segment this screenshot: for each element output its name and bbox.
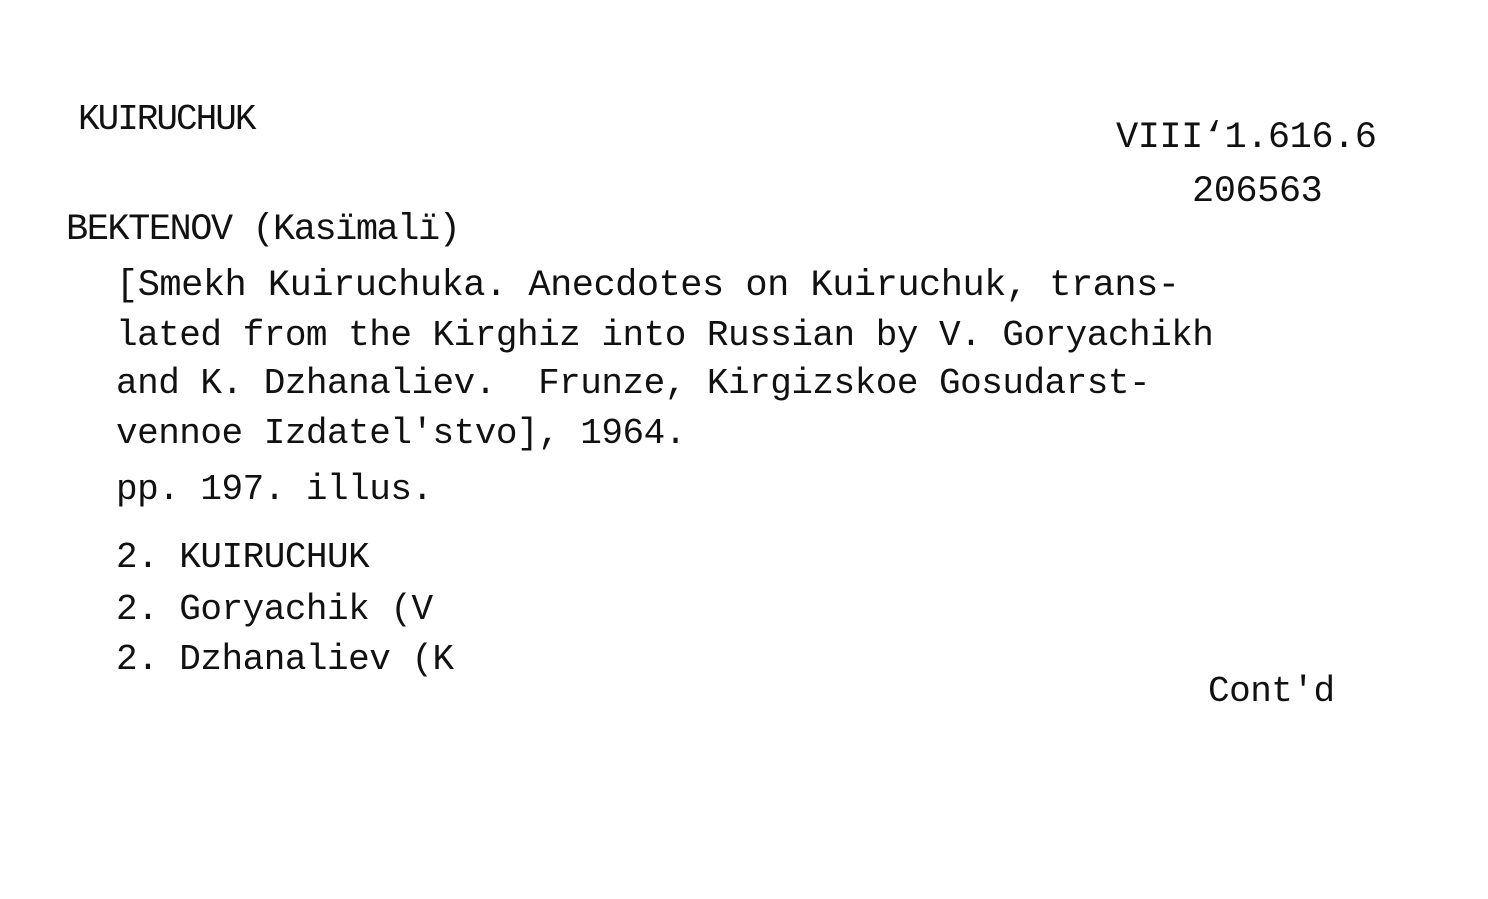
title-line: lated from the Kirghiz into Russian by V. Goryachikh (116, 315, 1214, 356)
imprint-line: and K. Dzhanaliev. Frunze, Kirgizskoe Gosudarst- (116, 363, 1151, 404)
author-entry: BEKTENOV (Kasïmalï) (66, 209, 460, 251)
tracing-translator: 2. Dzhanaliev (K (116, 639, 454, 680)
tracing-translator: 2. Goryachik (V (116, 589, 433, 630)
continued-note: Cont'd (1208, 671, 1335, 712)
card-heading: KUIRUCHUK (78, 99, 255, 140)
tracing-subject: 2. KUIRUCHUK (116, 537, 370, 578)
collation: pp. 197. illus. (116, 469, 433, 510)
title-line: [Smekh Kuiruchuka. Anecdotes on Kuiruchuk, trans- (116, 265, 1180, 307)
accession-number: 206563 (1192, 171, 1323, 213)
imprint-line: vennoe Izdatel'stvo], 1964. (116, 413, 686, 454)
call-number: VIII‘1.616.6 (1116, 117, 1377, 159)
